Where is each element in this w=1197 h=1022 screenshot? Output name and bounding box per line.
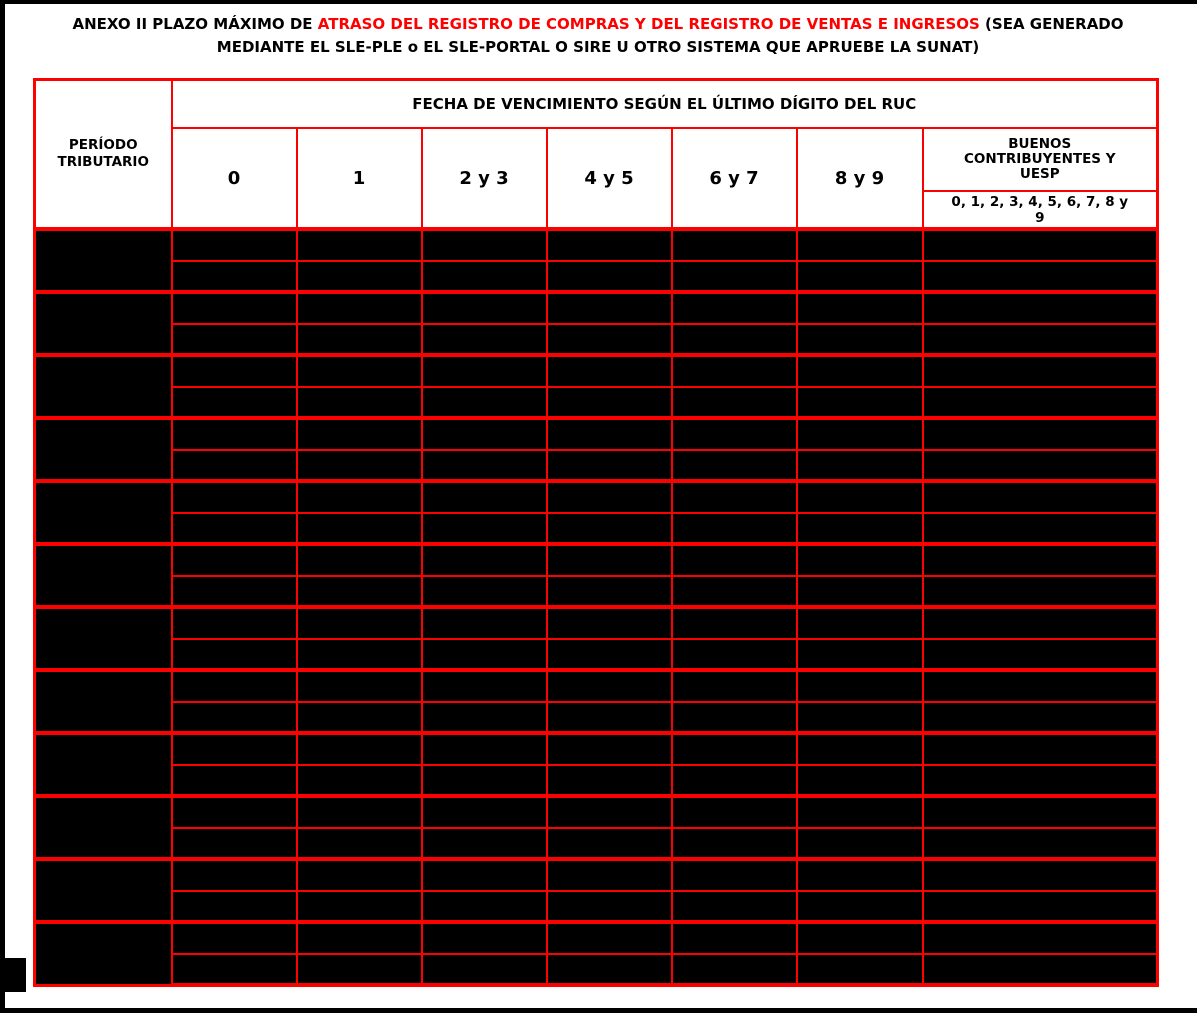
data-cell-redacted: [422, 922, 547, 954]
period-cell-redacted: [35, 670, 172, 733]
digit-header-6-7: 6 y 7: [672, 128, 797, 229]
data-cell-redacted: [672, 670, 797, 702]
data-cell-redacted: [672, 513, 797, 545]
digit-header-8-9: 8 y 9: [797, 128, 923, 229]
data-cell-redacted: [547, 544, 672, 576]
data-cell-redacted: [422, 450, 547, 482]
data-cell-redacted: [672, 324, 797, 356]
data-cell-redacted: [797, 355, 923, 387]
data-cell-redacted: [672, 891, 797, 923]
table-header: [35, 80, 1158, 230]
data-cell-redacted: [923, 954, 1158, 986]
table-row: [35, 859, 1158, 891]
data-cell-redacted: [672, 765, 797, 797]
data-cell-redacted: [422, 859, 547, 891]
data-cell-redacted: [297, 828, 422, 860]
buenos-digits-label: 0, 1, 2, 3, 4, 5, 6, 7, 8 y 9: [951, 193, 1129, 226]
data-cell-redacted: [172, 481, 297, 513]
data-cell-redacted: [297, 859, 422, 891]
data-cell-redacted: [297, 954, 422, 986]
table-row: [35, 450, 1158, 482]
table-row: [35, 418, 1158, 450]
data-cell-redacted: [923, 387, 1158, 419]
data-cell-redacted: [672, 733, 797, 765]
data-cell-redacted: [547, 387, 672, 419]
table-row: [35, 733, 1158, 765]
data-cell-redacted: [172, 639, 297, 671]
data-cell-redacted: [797, 796, 923, 828]
data-cell-redacted: [547, 891, 672, 923]
header-row-main: [35, 80, 1158, 129]
data-cell-redacted: [297, 607, 422, 639]
data-cell-redacted: [797, 922, 923, 954]
data-cell-redacted: [172, 576, 297, 608]
data-cell-redacted: [297, 355, 422, 387]
data-cell-redacted: [422, 418, 547, 450]
data-cell-redacted: [923, 859, 1158, 891]
data-cell-redacted: [923, 513, 1158, 545]
data-cell-redacted: [797, 229, 923, 261]
data-cell-redacted: [672, 450, 797, 482]
table-row: [35, 576, 1158, 608]
data-cell-redacted: [172, 859, 297, 891]
data-cell-redacted: [797, 954, 923, 986]
data-cell-redacted: [547, 922, 672, 954]
data-cell-redacted: [547, 481, 672, 513]
data-cell-redacted: [923, 324, 1158, 356]
data-cell-redacted: [923, 418, 1158, 450]
data-cell-redacted: [297, 670, 422, 702]
data-cell-redacted: [672, 418, 797, 450]
data-cell-redacted: [672, 229, 797, 261]
data-cell-redacted: [172, 670, 297, 702]
table-row: [35, 481, 1158, 513]
table-row: [35, 954, 1158, 986]
data-cell-redacted: [797, 891, 923, 923]
data-cell-redacted: [297, 796, 422, 828]
data-cell-redacted: [422, 513, 547, 545]
data-cell-redacted: [422, 670, 547, 702]
data-cell-redacted: [547, 702, 672, 734]
data-cell-redacted: [672, 292, 797, 324]
data-cell-redacted: [923, 355, 1158, 387]
table-row: [35, 796, 1158, 828]
table-body: [35, 229, 1158, 985]
data-cell-redacted: [547, 450, 672, 482]
table-row: [35, 355, 1158, 387]
data-cell-redacted: [797, 513, 923, 545]
data-cell-redacted: [422, 796, 547, 828]
data-cell-redacted: [797, 828, 923, 860]
data-cell-redacted: [422, 828, 547, 860]
data-cell-redacted: [547, 513, 672, 545]
period-cell-redacted: [35, 481, 172, 544]
data-cell-redacted: [797, 859, 923, 891]
period-cell-redacted: [35, 607, 172, 670]
data-cell-redacted: [297, 418, 422, 450]
data-cell-redacted: [923, 229, 1158, 261]
data-cell-redacted: [547, 733, 672, 765]
data-cell-redacted: [672, 544, 797, 576]
data-cell-redacted: [672, 481, 797, 513]
title-segment-black-1: ANEXO II PLAZO MÁXIMO DE: [72, 15, 318, 33]
period-cell-redacted: [35, 796, 172, 859]
data-cell-redacted: [172, 261, 297, 293]
data-cell-redacted: [797, 670, 923, 702]
data-cell-redacted: [797, 702, 923, 734]
data-cell-redacted: [172, 229, 297, 261]
buenos-contribuyentes-label: BUENOS CONTRIBUYENTES Y UESP: [964, 136, 1116, 182]
table-row: [35, 261, 1158, 293]
data-cell-redacted: [672, 576, 797, 608]
period-cell-redacted: [35, 922, 172, 985]
data-cell-redacted: [672, 859, 797, 891]
data-cell-redacted: [172, 418, 297, 450]
data-cell-redacted: [547, 954, 672, 986]
title-segment-red: ATRASO DEL REGISTRO DE COMPRAS Y DEL REGISTRO DE VENTAS E INGRESOS: [317, 15, 986, 33]
period-cell-redacted: [35, 418, 172, 481]
data-cell-redacted: [172, 324, 297, 356]
buenos-digits-header: [923, 191, 1158, 229]
data-cell-redacted: [172, 922, 297, 954]
data-cell-redacted: [422, 765, 547, 797]
table-row: [35, 639, 1158, 671]
data-cell-redacted: [923, 670, 1158, 702]
data-cell-redacted: [797, 292, 923, 324]
data-cell-redacted: [297, 292, 422, 324]
data-cell-redacted: [422, 733, 547, 765]
data-cell-redacted: [297, 229, 422, 261]
data-cell-redacted: [172, 828, 297, 860]
table-row: [35, 387, 1158, 419]
data-cell-redacted: [547, 607, 672, 639]
data-cell-redacted: [297, 576, 422, 608]
bottom-left-black-mark: [5, 958, 26, 992]
table-row: [35, 765, 1158, 797]
digit-header-1: 1: [297, 128, 422, 229]
data-cell-redacted: [172, 544, 297, 576]
data-cell-redacted: [923, 922, 1158, 954]
data-cell-redacted: [547, 324, 672, 356]
data-cell-redacted: [547, 859, 672, 891]
data-cell-redacted: [547, 576, 672, 608]
data-cell-redacted: [672, 702, 797, 734]
data-cell-redacted: [672, 387, 797, 419]
period-cell-redacted: [35, 859, 172, 922]
data-cell-redacted: [797, 450, 923, 482]
data-cell-redacted: [923, 544, 1158, 576]
page-border-bottom: [0, 1008, 1197, 1013]
data-cell-redacted: [297, 891, 422, 923]
page-title: [48, 13, 1148, 59]
period-cell-redacted: [35, 733, 172, 796]
data-cell-redacted: [422, 891, 547, 923]
data-cell-redacted: [923, 702, 1158, 734]
data-cell-redacted: [672, 261, 797, 293]
data-cell-redacted: [297, 324, 422, 356]
data-cell-redacted: [422, 481, 547, 513]
table-row: [35, 670, 1158, 702]
data-cell-redacted: [297, 922, 422, 954]
data-cell-redacted: [923, 607, 1158, 639]
data-cell-redacted: [797, 765, 923, 797]
data-cell-redacted: [797, 544, 923, 576]
title-segment-black-2: (SEA GENERADO MEDIANTE EL SLE-PLE o EL SLE-PORTAL O SIRE U OTRO SISTEMA QUE APRUEBE LA SUNAT): [216, 15, 1124, 56]
data-cell-redacted: [422, 544, 547, 576]
digit-header-2-3: 2 y 3: [422, 128, 547, 229]
table-row: [35, 891, 1158, 923]
data-cell-redacted: [172, 450, 297, 482]
data-cell-redacted: [547, 292, 672, 324]
data-cell-redacted: [297, 544, 422, 576]
data-cell-redacted: [923, 765, 1158, 797]
page-border-left: [0, 0, 5, 1013]
data-cell-redacted: [547, 796, 672, 828]
data-cell-redacted: [923, 481, 1158, 513]
data-cell-redacted: [672, 639, 797, 671]
data-cell-redacted: [172, 954, 297, 986]
table-row: [35, 828, 1158, 860]
data-cell-redacted: [297, 765, 422, 797]
data-cell-redacted: [172, 355, 297, 387]
data-cell-redacted: [923, 828, 1158, 860]
buenos-contribuyentes-header: [923, 128, 1158, 191]
period-cell-redacted: [35, 544, 172, 607]
table-row: [35, 607, 1158, 639]
data-cell-redacted: [797, 481, 923, 513]
table-row: [35, 922, 1158, 954]
data-cell-redacted: [422, 387, 547, 419]
data-cell-redacted: [422, 324, 547, 356]
data-cell-redacted: [297, 639, 422, 671]
data-cell-redacted: [172, 891, 297, 923]
data-cell-redacted: [797, 324, 923, 356]
data-cell-redacted: [923, 576, 1158, 608]
data-cell-redacted: [297, 387, 422, 419]
page-border-top: [0, 0, 1197, 4]
data-cell-redacted: [923, 292, 1158, 324]
data-cell-redacted: [672, 607, 797, 639]
data-cell-redacted: [923, 733, 1158, 765]
header-row-digits: [35, 128, 1158, 191]
period-cell-redacted: [35, 355, 172, 418]
data-cell-redacted: [547, 828, 672, 860]
data-cell-redacted: [923, 796, 1158, 828]
fecha-vencimiento-header: FECHA DE VENCIMIENTO SEGÚN EL ÚLTIMO DÍGITO DEL RUC: [172, 80, 1158, 129]
data-cell-redacted: [172, 765, 297, 797]
data-cell-redacted: [422, 607, 547, 639]
periodo-tributario-header: PERÍODO TRIBUTARIO: [35, 80, 172, 230]
table-row: [35, 513, 1158, 545]
period-cell-redacted: [35, 229, 172, 292]
data-cell-redacted: [547, 639, 672, 671]
data-cell-redacted: [297, 702, 422, 734]
data-cell-redacted: [297, 513, 422, 545]
data-cell-redacted: [797, 607, 923, 639]
data-cell-redacted: [422, 229, 547, 261]
data-cell-redacted: [297, 261, 422, 293]
data-cell-redacted: [297, 481, 422, 513]
data-cell-redacted: [923, 891, 1158, 923]
table-row: [35, 544, 1158, 576]
data-cell-redacted: [547, 229, 672, 261]
digit-header-4-5: 4 y 5: [547, 128, 672, 229]
data-cell-redacted: [547, 765, 672, 797]
data-cell-redacted: [672, 828, 797, 860]
data-cell-redacted: [172, 796, 297, 828]
table-row: [35, 702, 1158, 734]
data-cell-redacted: [797, 733, 923, 765]
data-cell-redacted: [797, 639, 923, 671]
table-row: [35, 229, 1158, 261]
data-cell-redacted: [547, 261, 672, 293]
data-cell-redacted: [797, 387, 923, 419]
data-cell-redacted: [422, 639, 547, 671]
data-cell-redacted: [797, 418, 923, 450]
data-cell-redacted: [547, 670, 672, 702]
data-cell-redacted: [923, 261, 1158, 293]
data-cell-redacted: [547, 355, 672, 387]
data-cell-redacted: [797, 261, 923, 293]
data-cell-redacted: [923, 450, 1158, 482]
data-cell-redacted: [422, 954, 547, 986]
data-cell-redacted: [672, 796, 797, 828]
data-cell-redacted: [172, 292, 297, 324]
period-cell-redacted: [35, 292, 172, 355]
data-cell-redacted: [422, 292, 547, 324]
data-cell-redacted: [172, 702, 297, 734]
data-cell-redacted: [422, 702, 547, 734]
data-cell-redacted: [172, 733, 297, 765]
data-cell-redacted: [672, 954, 797, 986]
table-row: [35, 324, 1158, 356]
data-cell-redacted: [422, 576, 547, 608]
data-cell-redacted: [923, 639, 1158, 671]
data-cell-redacted: [297, 450, 422, 482]
data-cell-redacted: [672, 922, 797, 954]
digit-header-0: 0: [172, 128, 297, 229]
data-cell-redacted: [422, 261, 547, 293]
data-cell-redacted: [172, 513, 297, 545]
table-row: [35, 292, 1158, 324]
data-cell-redacted: [672, 355, 797, 387]
data-cell-redacted: [172, 607, 297, 639]
data-cell-redacted: [172, 387, 297, 419]
anexo-ii-table: [33, 78, 1159, 987]
data-cell-redacted: [797, 576, 923, 608]
data-cell-redacted: [297, 733, 422, 765]
data-cell-redacted: [422, 355, 547, 387]
data-cell-redacted: [547, 418, 672, 450]
